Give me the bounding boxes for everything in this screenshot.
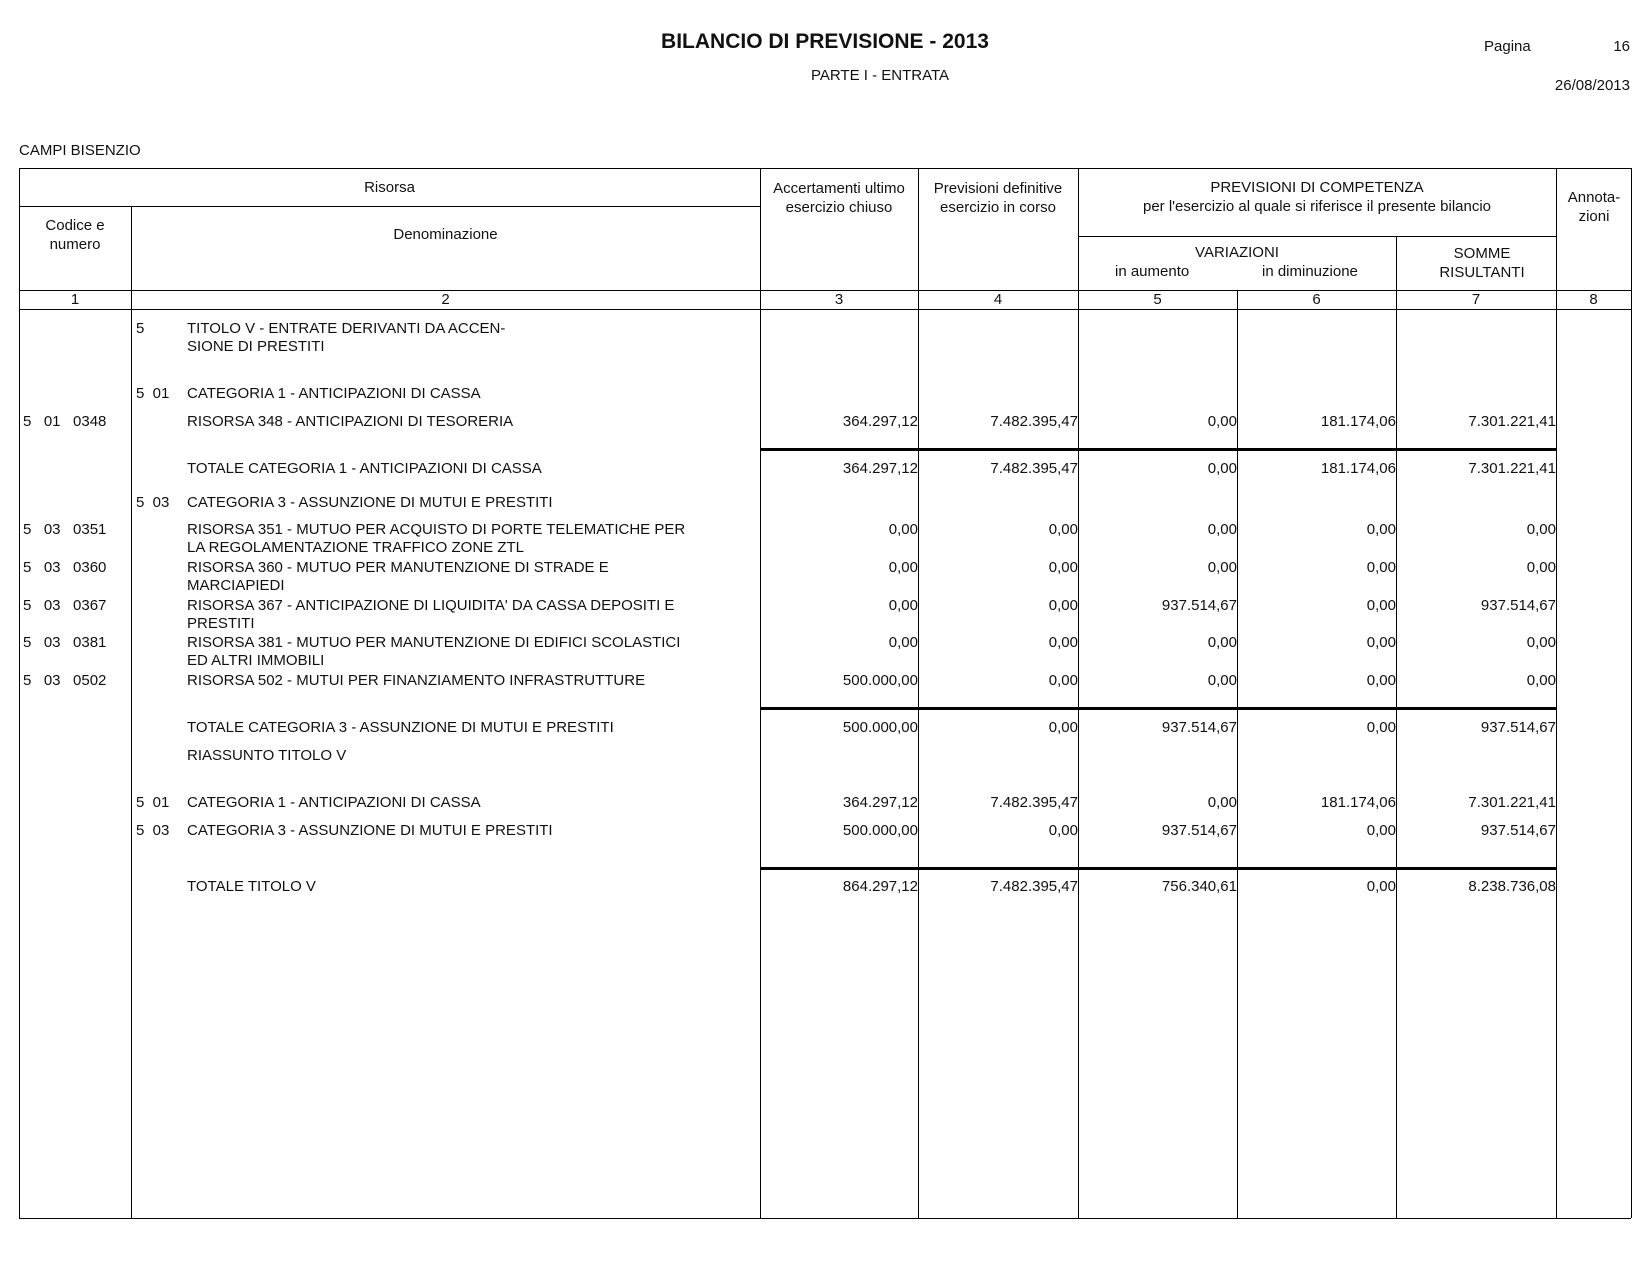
table-row: [0, 822, 1650, 862]
value-somme-risultanti: 0,00: [1526, 634, 1556, 651]
value-previsioni-definitive: 0,00: [1048, 634, 1078, 651]
value-in-aumento: 756.340,61: [1161, 878, 1237, 895]
row-code: 5 03 0367: [23, 597, 107, 614]
row-code: 5 03 0381: [23, 634, 107, 651]
value-in-diminuzione: 0,00: [1366, 634, 1396, 651]
table-row: [0, 747, 1650, 787]
row-name-continued: PRESTITI: [187, 615, 255, 632]
row-name: RISORSA 367 - ANTICIPAZIONE DI LIQUIDITA' DA CASSA DEPOSITI E: [187, 597, 675, 614]
row-name: TOTALE CATEGORIA 3 - ASSUNZIONE DI MUTUI E PRESTITI: [187, 719, 614, 736]
value-previsioni-definitive: 0,00: [1048, 719, 1078, 736]
col-number-7: 7: [1471, 291, 1481, 308]
row-name: CATEGORIA 3 - ASSUNZIONE DI MUTUI E PRESTITI: [187, 494, 553, 511]
value-accertamenti: 0,00: [888, 634, 918, 651]
table-row: [0, 521, 1650, 561]
col-number-4: 4: [993, 291, 1003, 308]
value-in-diminuzione: 181.174,06: [1320, 460, 1396, 477]
col-number-1: 1: [70, 291, 80, 308]
value-somme-risultanti: 937.514,67: [1480, 822, 1556, 839]
table-row: [0, 413, 1650, 453]
value-previsioni-definitive: 7.482.395,47: [990, 460, 1078, 477]
value-in-diminuzione: 0,00: [1366, 672, 1396, 689]
row-code: 5 01 0348: [23, 413, 107, 430]
value-previsioni-definitive: 0,00: [1048, 559, 1078, 576]
row-name: RISORSA 502 - MUTUI PER FINANZIAMENTO INFRASTRUTTURE: [187, 672, 646, 689]
row-name-continued: MARCIAPIEDI: [187, 577, 285, 594]
value-in-aumento: 937.514,67: [1161, 597, 1237, 614]
table-row: [0, 320, 1650, 360]
header-accertamenti: Accertamenti ultimo esercizio chiuso: [773, 180, 905, 216]
value-previsioni-definitive: 7.482.395,47: [990, 878, 1078, 895]
value-previsioni-definitive: 0,00: [1048, 822, 1078, 839]
col-number-6: 6: [1312, 291, 1321, 308]
value-in-diminuzione: 0,00: [1366, 878, 1396, 895]
col-number-5: 5: [1153, 291, 1162, 308]
row-name: RISORSA 351 - MUTUO PER ACQUISTO DI PORTE TELEMATICHE PER: [187, 521, 686, 538]
value-accertamenti: 0,00: [888, 597, 918, 614]
row-name: RISORSA 381 - MUTUO PER MANUTENZIONE DI EDIFICI SCOLASTICI: [187, 634, 681, 651]
table-row: [0, 672, 1650, 712]
header-competenza: PREVISIONI DI COMPETENZA: [1210, 179, 1424, 196]
row-prefix: 5 01: [136, 385, 170, 402]
row-prefix: 5 03: [136, 822, 170, 839]
table-row: [0, 878, 1650, 918]
row-code: 5 03 0360: [23, 559, 107, 576]
row-name: TITOLO V - ENTRATE DERIVANTI DA ACCEN-: [187, 320, 506, 337]
table-row: [0, 597, 1650, 637]
header-denominazione: Denominazione: [393, 226, 498, 243]
value-somme-risultanti: 7.301.221,41: [1468, 794, 1556, 811]
table-row: [0, 559, 1650, 599]
value-somme-risultanti: 7.301.221,41: [1468, 413, 1556, 430]
page-number: 16: [1613, 38, 1630, 55]
value-in-aumento: 0,00: [1207, 559, 1237, 576]
value-in-diminuzione: 0,00: [1366, 559, 1396, 576]
value-accertamenti: 500.000,00: [842, 672, 918, 689]
value-somme-risultanti: 7.301.221,41: [1468, 460, 1556, 477]
row-name-continued: SIONE DI PRESTITI: [187, 338, 325, 355]
header-competenza-sub: per l'esercizio al quale si riferisce il presente bilancio: [1142, 198, 1492, 215]
value-in-aumento: 0,00: [1207, 413, 1237, 430]
value-in-diminuzione: 181.174,06: [1320, 413, 1396, 430]
header-annotazioni: Annota- zioni: [1567, 189, 1621, 225]
value-somme-risultanti: 0,00: [1526, 521, 1556, 538]
value-in-aumento: 937.514,67: [1161, 719, 1237, 736]
value-in-aumento: 0,00: [1207, 672, 1237, 689]
value-in-diminuzione: 0,00: [1366, 597, 1396, 614]
row-name: CATEGORIA 1 - ANTICIPAZIONI DI CASSA: [187, 794, 481, 811]
document-subtitle: PARTE I - ENTRATA: [810, 67, 950, 84]
value-previsioni-definitive: 0,00: [1048, 521, 1078, 538]
value-accertamenti: 0,00: [888, 559, 918, 576]
value-in-aumento: 0,00: [1207, 460, 1237, 477]
value-accertamenti: 364.297,12: [842, 460, 918, 477]
value-in-diminuzione: 0,00: [1366, 719, 1396, 736]
row-name: TOTALE CATEGORIA 1 - ANTICIPAZIONI DI CASSA: [187, 460, 542, 477]
value-in-diminuzione: 181.174,06: [1320, 794, 1396, 811]
value-previsioni-definitive: 7.482.395,47: [990, 413, 1078, 430]
value-accertamenti: 864.297,12: [842, 878, 918, 895]
value-somme-risultanti: 0,00: [1526, 559, 1556, 576]
report-date: 26/08/2013: [1554, 77, 1630, 94]
page-label: Pagina: [1484, 38, 1531, 55]
header-codice: Codice e numero: [45, 217, 105, 253]
value-in-aumento: 0,00: [1207, 794, 1237, 811]
header-in-aumento: in aumento: [1115, 263, 1190, 280]
entity-name: CAMPI BISENZIO: [19, 142, 141, 159]
value-in-diminuzione: 0,00: [1366, 521, 1396, 538]
value-in-aumento: 0,00: [1207, 634, 1237, 651]
header-variazioni: VARIAZIONI: [1195, 244, 1279, 261]
row-name-continued: LA REGOLAMENTAZIONE TRAFFICO ZONE ZTL: [187, 539, 524, 556]
col-number-3: 3: [834, 291, 844, 308]
value-somme-risultanti: 937.514,67: [1480, 719, 1556, 736]
value-in-diminuzione: 0,00: [1366, 822, 1396, 839]
value-accertamenti: 500.000,00: [842, 822, 918, 839]
row-name: RIASSUNTO TITOLO V: [187, 747, 347, 764]
value-somme-risultanti: 0,00: [1526, 672, 1556, 689]
document-title: BILANCIO DI PREVISIONE - 2013: [661, 30, 989, 53]
table-row: [0, 634, 1650, 674]
row-code: 5 03 0351: [23, 521, 107, 538]
row-name: RISORSA 348 - ANTICIPAZIONI DI TESORERIA: [187, 413, 514, 430]
row-name: CATEGORIA 1 - ANTICIPAZIONI DI CASSA: [187, 385, 481, 402]
value-in-aumento: 0,00: [1207, 521, 1237, 538]
value-accertamenti: 0,00: [888, 521, 918, 538]
row-name: CATEGORIA 3 - ASSUNZIONE DI MUTUI E PRESTITI: [187, 822, 553, 839]
header-risorsa: Risorsa: [364, 179, 415, 196]
value-somme-risultanti: 937.514,67: [1480, 597, 1556, 614]
col-number-8: 8: [1589, 291, 1598, 308]
value-previsioni-definitive: 0,00: [1048, 672, 1078, 689]
header-previsioni-definitive: Previsioni definitive esercizio in corso: [933, 180, 1063, 216]
value-somme-risultanti: 8.238.736,08: [1468, 878, 1556, 895]
value-in-aumento: 937.514,67: [1161, 822, 1237, 839]
row-prefix: 5 03: [136, 494, 170, 511]
row-prefix: 5 01: [136, 794, 170, 811]
value-previsioni-definitive: 7.482.395,47: [990, 794, 1078, 811]
value-accertamenti: 500.000,00: [842, 719, 918, 736]
row-prefix: 5: [136, 320, 145, 337]
col-number-2: 2: [441, 291, 450, 308]
value-accertamenti: 364.297,12: [842, 794, 918, 811]
header-in-diminuzione: in diminuzione: [1262, 263, 1358, 280]
value-accertamenti: 364.297,12: [842, 413, 918, 430]
row-name: RISORSA 360 - MUTUO PER MANUTENZIONE DI STRADE E: [187, 559, 609, 576]
row-name: TOTALE TITOLO V: [187, 878, 316, 895]
header-somme-risultanti: SOMME RISULTANTI: [1439, 245, 1525, 281]
row-code: 5 03 0502: [23, 672, 107, 689]
row-name-continued: ED ALTRI IMMOBILI: [187, 652, 325, 669]
value-previsioni-definitive: 0,00: [1048, 597, 1078, 614]
